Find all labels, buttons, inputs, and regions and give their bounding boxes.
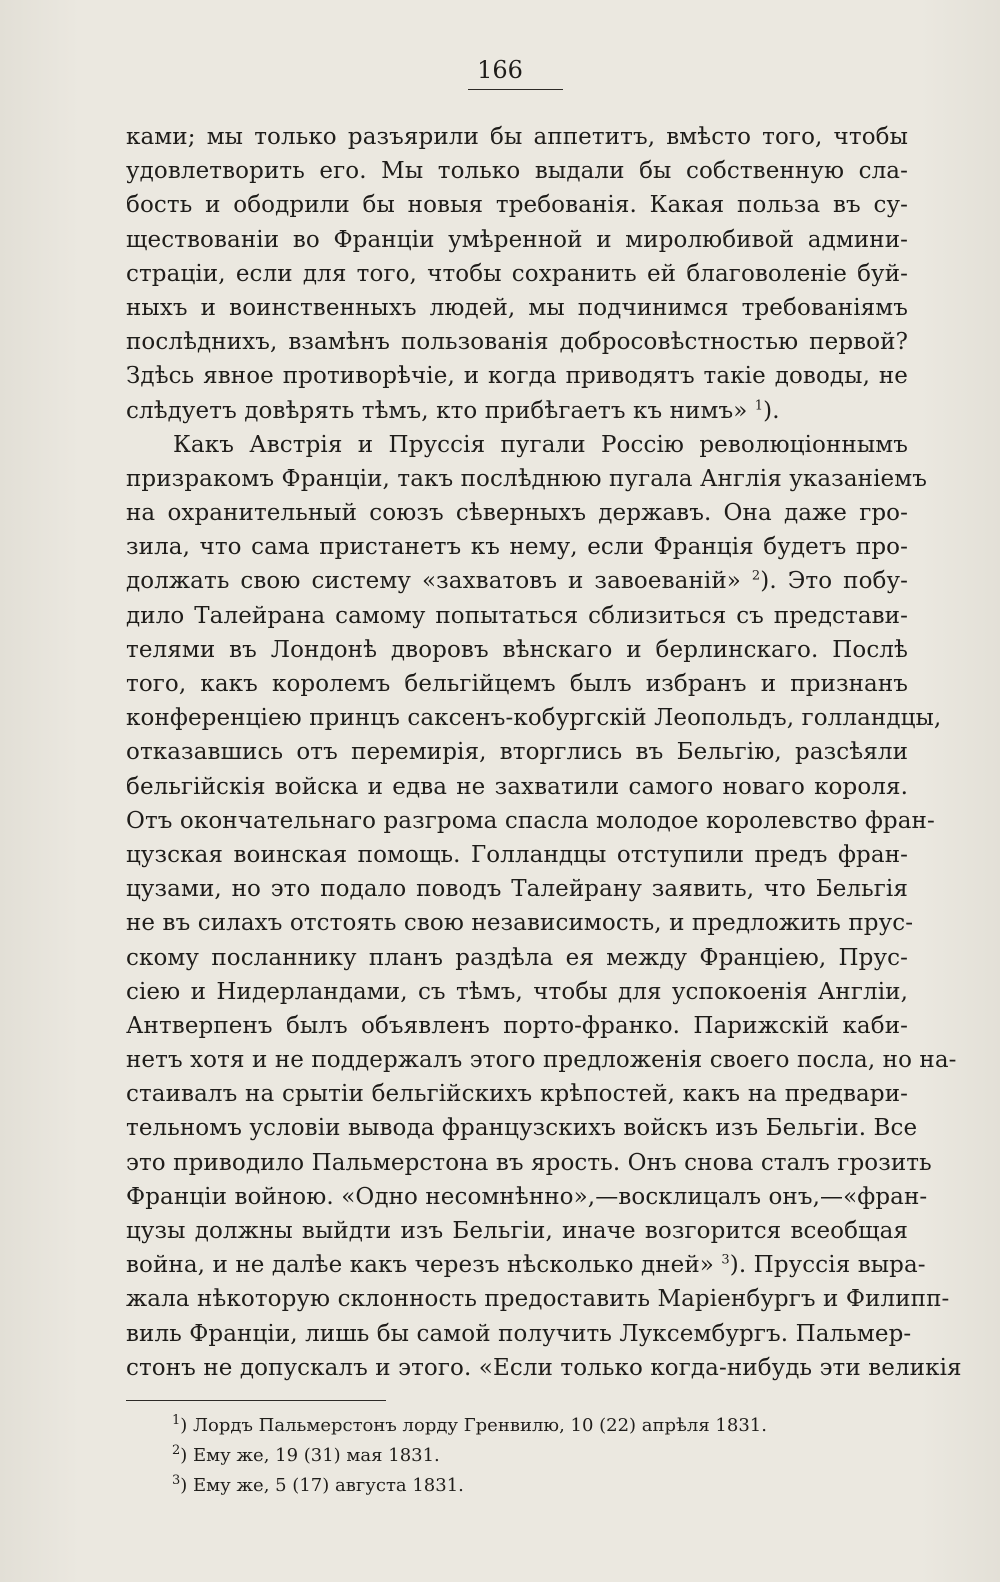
text-line — [126, 1043, 957, 1077]
line-text: нетъ хотя и не поддержалъ этого предложенія своего посла, но на- — [126, 1047, 957, 1074]
line-text: скому посланнику планъ раздѣла ея между Франціею, Прус- — [126, 944, 908, 971]
text-line — [126, 872, 908, 906]
line-text: призракомъ Франціи, такъ послѣднюю пугала Англія указаніемъ — [126, 465, 927, 492]
text-line — [126, 530, 908, 564]
footnote-mark: 3 — [172, 1473, 181, 1488]
text-line — [126, 667, 908, 701]
line-text: бость и ободрили бы новыя требованія. Какая польза въ су- — [126, 192, 908, 219]
line-text: отказавшись отъ перемирія, вторглись въ Бельгію, разсѣяли — [126, 739, 908, 766]
line-text: Отъ окончательнаго разгрома спасла молодое королевство фран- — [126, 807, 935, 834]
text-line — [126, 701, 942, 735]
text-line — [126, 975, 908, 1009]
line-text: слѣдуетъ довѣрять тѣмъ, кто прибѣгаетъ къ нимъ» — [126, 397, 755, 424]
line-text: война, и не далѣе какъ черезъ нѣсколько дней» — [126, 1252, 722, 1279]
text-line — [126, 1180, 928, 1214]
line-text: телями въ Лондонѣ дворовъ вѣнскаго и берлинскаго. Послѣ — [126, 636, 908, 663]
footnote-mark: 2 — [172, 1443, 181, 1458]
line-text: цузская воинская помощь. Голландцы отступили предъ фран- — [126, 841, 908, 868]
text-line — [126, 462, 927, 496]
line-text: Антверпенъ былъ объявленъ порто-франко. Парижскій каби- — [126, 1012, 908, 1039]
text-line — [126, 1351, 962, 1385]
text-line — [126, 1077, 908, 1111]
line-text: конференціею принцъ саксенъ-кобургскій Леопольдъ, голландцы, — [126, 705, 942, 732]
line-text: сіею и Нидерландами, съ тѣмъ, чтобы для успокоенія Англіи, — [126, 978, 908, 1005]
footnote-text: ) Ему же, 5 (17) августа 1831. — [180, 1475, 464, 1496]
footnote-rule — [126, 1400, 386, 1401]
text-line — [126, 1146, 932, 1180]
line-text: тельномъ условіи вывода французскихъ войскъ изъ Бельгіи. Все — [126, 1115, 918, 1142]
footnote-reference: 2 — [751, 568, 761, 584]
footnote — [172, 1411, 872, 1441]
text-line — [126, 1111, 918, 1145]
line-text: Здѣсь явное противорѣчіе, и когда приводятъ такіе доводы, не — [126, 363, 908, 390]
line-text: бельгійскія войска и едва не захватили самого новаго короля. — [126, 773, 908, 800]
line-text-after: ). Пруссія выра- — [729, 1252, 926, 1279]
text-line — [126, 804, 935, 838]
footnote-reference: 1 — [754, 397, 764, 413]
text-line — [126, 257, 908, 291]
text-line — [126, 223, 908, 257]
line-text: Франціи войною. «Одно несомнѣнно»,—восклицалъ онъ,—«фран- — [126, 1183, 928, 1210]
text-line — [126, 120, 908, 154]
line-text-after: ). Это побу- — [760, 568, 908, 595]
line-text: послѣднихъ, взамѣнъ пользованія добросовѣстностью первой? — [126, 329, 908, 356]
line-text: дило Талейрана самому попытаться сблизиться съ представи- — [126, 602, 908, 629]
line-text: это приводило Пальмерстона въ ярость. Онъ снова сталъ грозить — [126, 1149, 932, 1176]
text-line — [126, 291, 908, 325]
text-line — [126, 1282, 950, 1316]
page-number-rule — [468, 89, 563, 90]
line-text: Какъ Австрія и Пруссія пугали Россію революціоннымъ — [173, 431, 908, 458]
text-line — [126, 154, 908, 188]
line-text-after: ). — [763, 397, 780, 424]
footnotes — [172, 1411, 872, 1501]
body-text — [126, 120, 962, 1385]
text-line — [126, 188, 908, 222]
line-text: цузами, но это подало поводъ Талейрану заявить, что Бельгія — [126, 876, 908, 903]
text-line — [126, 735, 908, 769]
line-text: зила, что сама пристанетъ къ нему, если Франція будетъ про- — [126, 534, 908, 561]
text-line — [126, 1248, 926, 1282]
line-text: виль Франціи, лишь бы самой получить Луксембургъ. Пальмер- — [126, 1320, 912, 1347]
line-text: должать свою систему «захватовъ и завоеваній» — [126, 568, 752, 595]
text-line — [126, 564, 908, 598]
line-text: стаивалъ на срытіи бельгійскихъ крѣпостей, какъ на предвари- — [126, 1081, 908, 1108]
line-text: удовлетворить его. Мы только выдали бы собственную сла- — [126, 158, 908, 185]
text-line — [126, 599, 908, 633]
text-line — [126, 359, 908, 393]
text-line — [126, 770, 908, 804]
text-line — [126, 941, 908, 975]
footnote-text: ) Лордъ Пальмерстонъ лорду Гренвилю, 10 (22) апрѣля 1831. — [180, 1415, 767, 1436]
text-line — [126, 394, 908, 428]
text-line — [126, 325, 908, 359]
line-text: ществованіи во Франціи умѣренной и миролюбивой админи- — [126, 226, 908, 253]
line-text: страціи, если для того, чтобы сохранить ей благоволеніе буй- — [126, 260, 908, 287]
footnote-text: ) Ему же, 19 (31) мая 1831. — [180, 1445, 440, 1466]
text-line — [126, 1214, 908, 1248]
line-text: цузы должны выйдти изъ Бельгіи, иначе возгорится всеобщая — [126, 1218, 908, 1244]
text-line — [126, 906, 914, 940]
text-line — [126, 1009, 908, 1043]
line-text: жала нѣкоторую склонность предоставить Маріенбургъ и Филипп- — [126, 1286, 950, 1313]
line-text: ныхъ и воинственныхъ людей, мы подчинимся требованіямъ — [126, 294, 908, 321]
line-text: стонъ не допускалъ и этого. «Если только когда-нибудь эти великія — [126, 1354, 962, 1381]
footnote-reference: 3 — [721, 1252, 730, 1268]
line-text: не въ силахъ отстоять свою независимость, и предложить прус- — [126, 910, 914, 937]
line-text: ками; мы только разъярили бы аппетитъ, вмѣсто того, чтобы — [126, 124, 908, 150]
line-text: на охранительный союзъ сѣверныхъ державъ. Она даже гро- — [126, 500, 908, 527]
text-line — [126, 838, 908, 872]
text-line — [126, 428, 908, 462]
page-number: 166 — [477, 56, 523, 84]
line-text: того, какъ королемъ бельгійцемъ былъ избранъ и признанъ — [126, 671, 908, 697]
footnote — [172, 1471, 872, 1501]
footnote — [172, 1441, 872, 1471]
text-line — [126, 1317, 912, 1351]
text-line — [126, 633, 908, 667]
footnote-mark: 1 — [172, 1413, 181, 1428]
text-line — [126, 496, 908, 530]
